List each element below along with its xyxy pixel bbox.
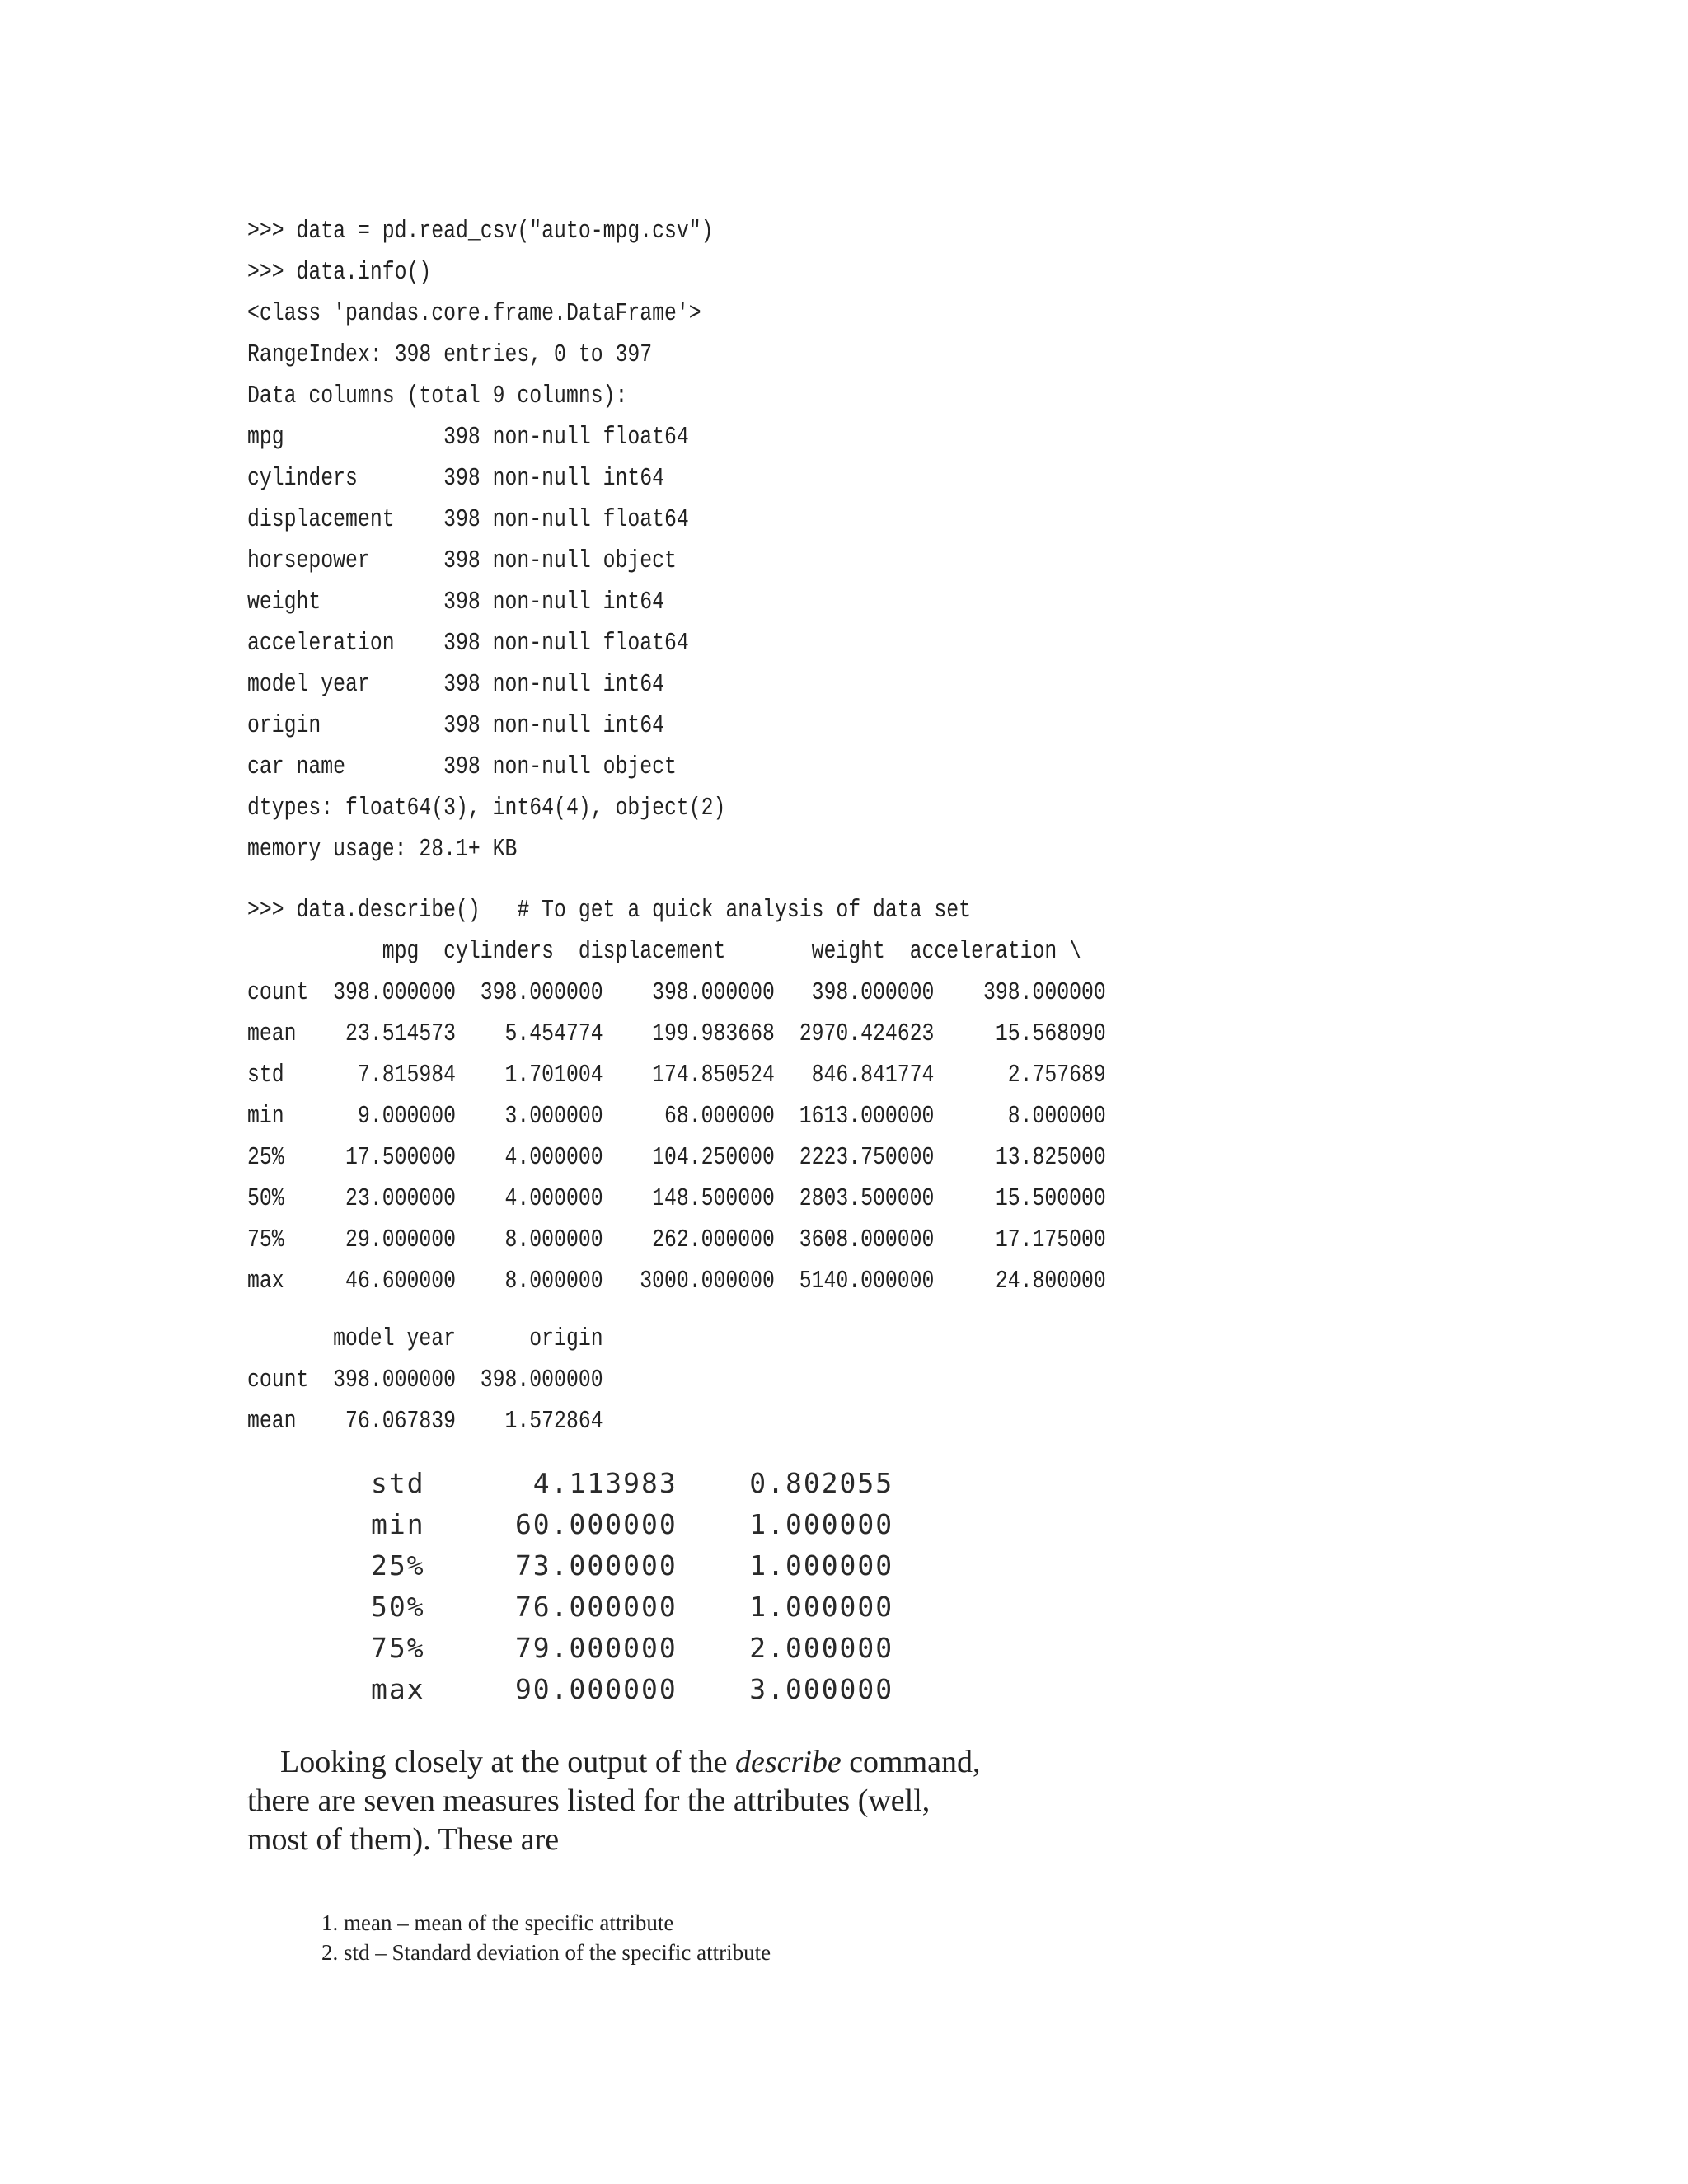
list-item: 2. std – Standard deviation of the specific attribute bbox=[321, 1940, 771, 1965]
code-line: >>> data = pd.read_csv("auto-mpg.csv") bbox=[247, 217, 714, 246]
code-line: mpg 398 non-null float64 bbox=[247, 423, 689, 452]
data-info-output bbox=[247, 211, 725, 870]
table-row: 25% 73.000000 1.000000 bbox=[371, 1549, 894, 1582]
code-line: cylinders 398 non-null int64 bbox=[247, 464, 665, 493]
table-row: 75% 29.000000 8.000000 262.000000 3608.000000 17.175000 bbox=[247, 1226, 1106, 1254]
code-line: <class 'pandas.core.frame.DataFrame'> bbox=[247, 299, 701, 328]
code-line: dtypes: float64(3), int64(4), object(2) bbox=[247, 794, 726, 823]
table-row: min 60.000000 1.000000 bbox=[371, 1508, 894, 1540]
body-paragraph bbox=[247, 1743, 989, 1859]
model-year-origin-table bbox=[247, 1319, 603, 1442]
table-header-line: mpg cylinders displacement weight acceleration \ bbox=[247, 937, 1082, 966]
table-row: max 46.600000 8.000000 3000.000000 5140.000000 24.800000 bbox=[247, 1267, 1106, 1296]
table-row: max 90.000000 3.000000 bbox=[371, 1673, 894, 1705]
table-row: 25% 17.500000 4.000000 104.250000 2223.750000 13.825000 bbox=[247, 1143, 1106, 1172]
table-row: min 9.000000 3.000000 68.000000 1613.000000 8.000000 bbox=[247, 1102, 1106, 1131]
list-item: 1. mean – mean of the specific attribute bbox=[321, 1910, 674, 1935]
measures-list bbox=[321, 1908, 771, 1967]
table-row: 50% 76.000000 1.000000 bbox=[371, 1591, 894, 1623]
code-line: RangeIndex: 398 entries, 0 to 397 bbox=[247, 340, 653, 369]
code-line: >>> data.info() bbox=[247, 258, 432, 287]
code-line: >>> data.describe() # To get a quick analysis of data set bbox=[247, 896, 972, 925]
code-line: Data columns (total 9 columns): bbox=[247, 382, 628, 410]
code-line: displacement 398 non-null float64 bbox=[247, 505, 689, 534]
table-row: count 398.000000 398.000000 398.000000 398.000000 398.000000 bbox=[247, 978, 1106, 1007]
table-header-line: model year origin bbox=[247, 1324, 603, 1353]
code-line: origin 398 non-null int64 bbox=[247, 711, 665, 740]
code-line: weight 398 non-null int64 bbox=[247, 588, 665, 616]
table-row: mean 23.514573 5.454774 199.983668 2970.424623 15.568090 bbox=[247, 1019, 1106, 1048]
code-line: model year 398 non-null int64 bbox=[247, 670, 665, 699]
data-describe-output bbox=[247, 890, 1106, 1302]
paragraph-text-start: Looking closely at the output of the bbox=[280, 1745, 735, 1779]
table-row: std 4.113983 0.802055 bbox=[371, 1467, 894, 1499]
paragraph-emphasis: describe bbox=[734, 1745, 842, 1779]
code-line: acceleration 398 non-null float64 bbox=[247, 629, 689, 658]
paragraph-text-end: command, there are seven measures listed for the attributes (well, most of them). These are bbox=[247, 1745, 981, 1857]
table-row: 50% 23.000000 4.000000 148.500000 2803.500000 15.500000 bbox=[247, 1184, 1106, 1213]
code-line: car name 398 non-null object bbox=[247, 752, 677, 781]
table-row: 75% 79.000000 2.000000 bbox=[371, 1632, 894, 1664]
table-row: mean 76.067839 1.572864 bbox=[247, 1407, 603, 1436]
table-row: std 7.815984 1.701004 174.850524 846.841774 2.757689 bbox=[247, 1061, 1106, 1090]
code-line: horsepower 398 non-null object bbox=[247, 546, 677, 575]
code-line: memory usage: 28.1+ KB bbox=[247, 835, 518, 864]
table-row: count 398.000000 398.000000 bbox=[247, 1366, 603, 1394]
model-year-origin-stats bbox=[371, 1463, 893, 1710]
